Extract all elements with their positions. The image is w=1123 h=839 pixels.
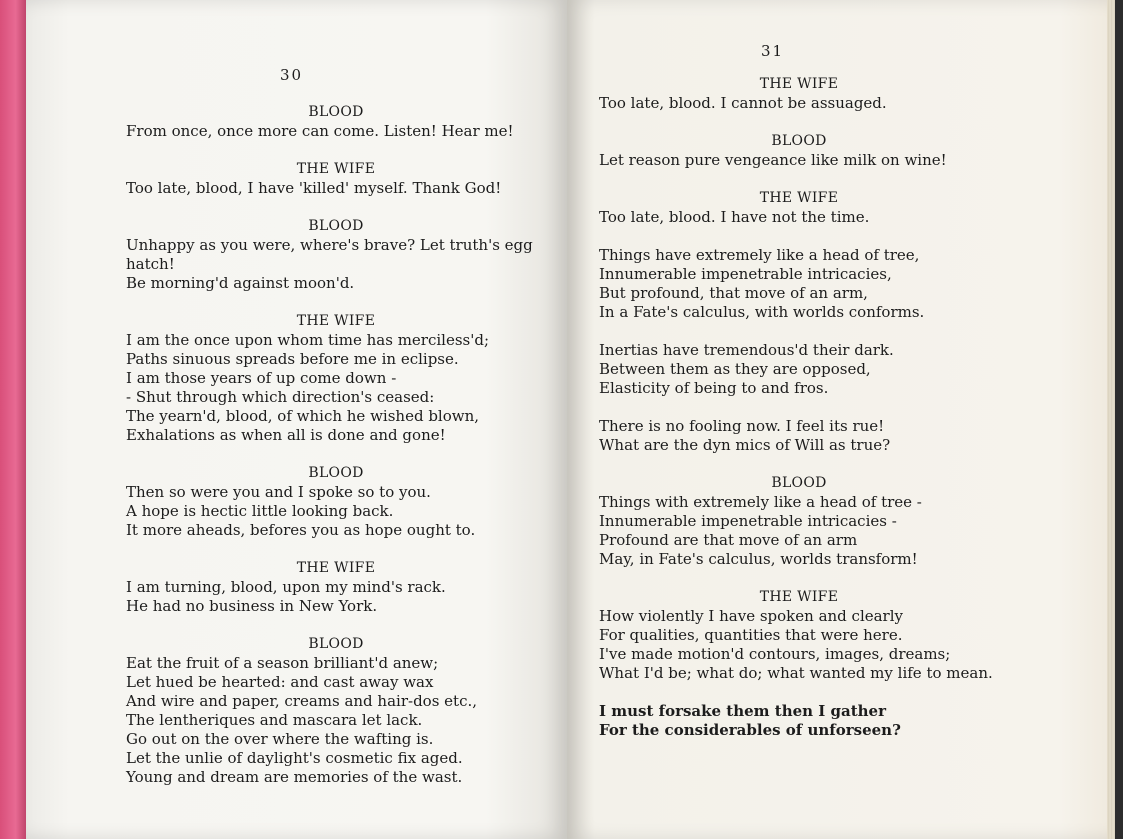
stanza-gap	[599, 322, 999, 341]
verse-line: He had no business in New York.	[126, 597, 378, 615]
stanza-gap	[126, 540, 546, 559]
speaker-name: BLOOD	[308, 465, 364, 481]
stanza-gap	[599, 569, 999, 588]
verse-line: Innumerable impenetrable intricacies -	[599, 512, 897, 530]
verse-line: May, in Fate's calculus, worlds transform!	[599, 550, 918, 568]
stanza-gap	[126, 141, 546, 160]
verse-line: But profound, that move of an arm,	[599, 284, 868, 302]
verse-line: I must forsake them then I gather	[599, 702, 886, 720]
verse-line: I am those years of up come down -	[126, 369, 397, 387]
speaker-name: BLOOD	[308, 636, 364, 652]
verse-line: Paths sinuous spreads before me in eclipse.	[126, 350, 459, 368]
speaker-name: THE WIFE	[759, 190, 839, 206]
page-edges	[1107, 0, 1115, 839]
right-page-text	[599, 75, 999, 740]
verse-line: Eat the fruit of a season brilliant'd anew;	[126, 654, 439, 672]
left-page-text	[126, 103, 546, 787]
dialogue-section	[126, 198, 546, 293]
verse-line: Exhalations as when all is done and gone!	[126, 426, 446, 444]
verse-line: Unhappy as you were, where's brave? Let truth's egg	[126, 236, 533, 254]
dialogue-section	[599, 455, 999, 569]
verse-line: And wire and paper, creams and hair-dos etc.,	[126, 692, 478, 710]
verse-line: It more aheads, befores you as hope ought to.	[126, 521, 476, 539]
verse-line: Too late, blood. I have not the time.	[599, 208, 870, 226]
speaker-name: BLOOD	[771, 475, 827, 491]
verse-line: The lentheriques and mascara let lack.	[126, 711, 423, 729]
stanza-gap	[599, 683, 999, 702]
verse-line: I am turning, blood, upon my mind's rack.	[126, 578, 446, 596]
verse-line: I've made motion'd contours, images, dreams;	[599, 645, 951, 663]
dialogue-section	[126, 103, 546, 141]
stanza-gap	[599, 113, 999, 132]
verse-line: What are the dyn mics of Will as true?	[599, 436, 891, 454]
verse-line: Inertias have tremendous'd their dark.	[599, 341, 894, 359]
stanza-gap	[599, 170, 999, 189]
stanza-gap	[599, 455, 999, 474]
verse-line: Too late, blood. I cannot be assuaged.	[599, 94, 887, 112]
verse-line: Too late, blood, I have 'killed' myself. Thank God!	[126, 179, 502, 197]
dialogue-section	[599, 113, 999, 170]
page-number: 31	[761, 42, 785, 60]
dialogue-section	[599, 322, 999, 398]
verse-line: In a Fate's calculus, with worlds conforms.	[599, 303, 925, 321]
verse-line: What I'd be; what do; what wanted my life to mean.	[599, 664, 993, 682]
right-page	[567, 0, 1115, 839]
verse-line: For the considerables of unforseen?	[599, 721, 901, 739]
stanza-gap	[126, 293, 546, 312]
dialogue-section	[599, 569, 999, 683]
speaker-name: THE WIFE	[759, 76, 839, 92]
pink-cover-edge	[0, 0, 26, 839]
dialogue-section	[599, 227, 999, 322]
verse-line: I am the once upon whom time has merciless'd;	[126, 331, 490, 349]
verse-line: - Shut through which direction's ceased:	[126, 388, 435, 406]
verse-line: Things have extremely like a head of tree,	[599, 246, 920, 264]
verse-line: From once, once more can come. Listen! Hear me!	[126, 122, 514, 140]
speaker-name: THE WIFE	[296, 313, 376, 329]
speaker-name: THE WIFE	[759, 589, 839, 605]
dialogue-section	[599, 75, 999, 113]
page-number: 30	[280, 66, 304, 84]
verse-line: Between them as they are opposed,	[599, 360, 871, 378]
verse-line: Let the unlie of daylight's cosmetic fix aged.	[126, 749, 463, 767]
speaker-name: BLOOD	[308, 104, 364, 120]
speaker-name: BLOOD	[308, 218, 364, 234]
stanza-gap	[126, 616, 546, 635]
stanza-gap	[599, 227, 999, 246]
verse-line: Things with extremely like a head of tree -	[599, 493, 922, 511]
dialogue-section	[126, 293, 546, 445]
stanza-gap	[599, 398, 999, 417]
verse-line: For qualities, quantities that were here.	[599, 626, 903, 644]
left-page	[26, 0, 567, 839]
verse-line: Elasticity of being to and fros.	[599, 379, 829, 397]
dialogue-section	[599, 398, 999, 455]
dialogue-section	[599, 683, 999, 740]
speaker-name: BLOOD	[771, 133, 827, 149]
verse-line: Young and dream are memories of the wast.	[126, 768, 463, 786]
verse-line: Let reason pure vengeance like milk on wine!	[599, 151, 947, 169]
speaker-name: THE WIFE	[296, 560, 376, 576]
dialogue-section	[126, 540, 546, 616]
verse-line: A hope is hectic little looking back.	[126, 502, 394, 520]
speaker-name: THE WIFE	[296, 161, 376, 177]
verse-line: The yearn'd, blood, of which he wished blown,	[126, 407, 480, 425]
verse-line: Innumerable impenetrable intricacies,	[599, 265, 892, 283]
dialogue-section	[599, 170, 999, 227]
verse-line: Be morning'd against moon'd.	[126, 274, 355, 292]
verse-line: hatch!	[126, 255, 175, 273]
verse-line: Profound are that move of an arm	[599, 531, 858, 549]
verse-line: Then so were you and I spoke so to you.	[126, 483, 431, 501]
verse-line: Let hued be hearted: and cast away wax	[126, 673, 434, 691]
dialogue-section	[126, 445, 546, 540]
dialogue-section	[126, 616, 546, 787]
stanza-gap	[126, 445, 546, 464]
verse-line: How violently I have spoken and clearly	[599, 607, 903, 625]
verse-line: There is no fooling now. I feel its rue!	[599, 417, 885, 435]
dialogue-section	[126, 141, 546, 198]
verse-line: Go out on the over where the wafting is.	[126, 730, 434, 748]
stanza-gap	[126, 198, 546, 217]
